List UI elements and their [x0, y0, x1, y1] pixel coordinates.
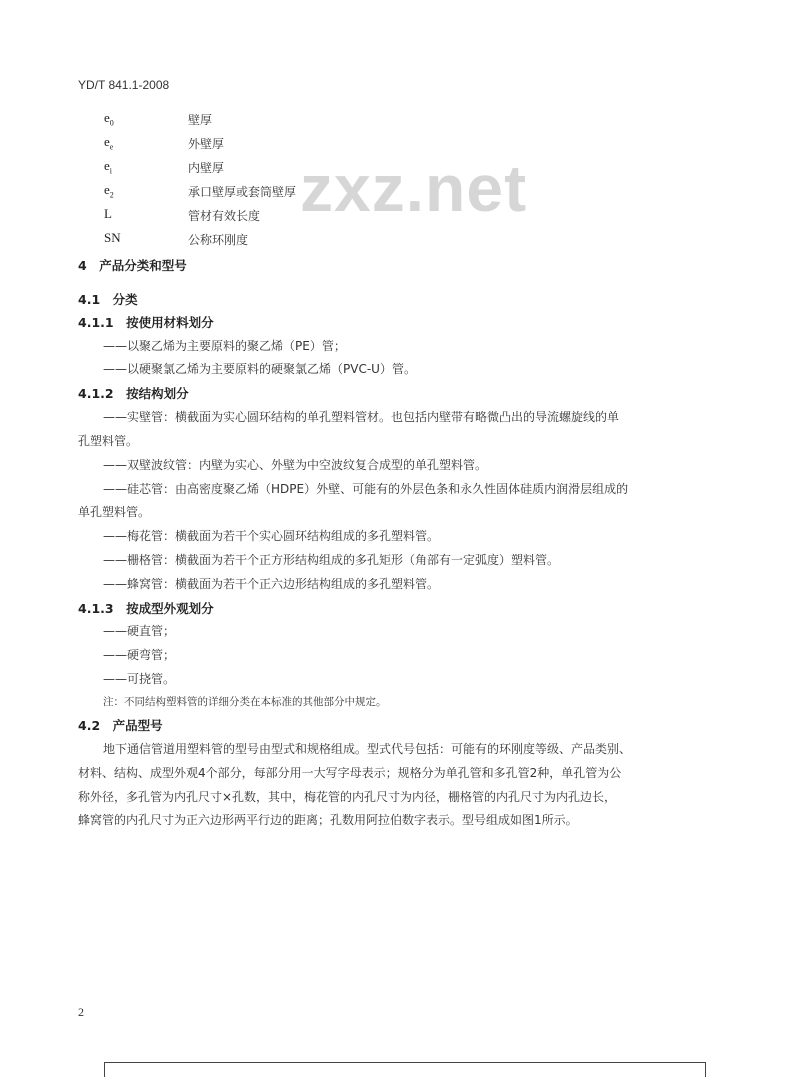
symbol-list [104, 107, 296, 251]
list-item: ——蜂窝管：横截面为若干个正六边形结构组成的多孔塑料管。 [103, 577, 440, 591]
paragraph-line: 蜂窝管的内孔尺寸为正六边形两平行边的距离；孔数用阿拉伯数字表示。型号组成如图1所示。 [78, 813, 578, 827]
watermark: zxz.net [300, 151, 528, 225]
section-heading-4-1-2: 4.1.2 按结构划分 [78, 386, 189, 401]
paragraph-line: 称外径，多孔管为内孔尺寸×孔数，其中，梅花管的内孔尺寸为内径，栅格管的内孔尺寸为内孔边长， [78, 790, 617, 804]
section-heading-4-1-1: 4.1.1 按使用材料划分 [78, 315, 214, 330]
symbol: $e_2$ [104, 182, 114, 200]
list-item-continuation: 单孔塑料管。 [78, 505, 151, 519]
bottom-frame-edge [104, 1062, 706, 1077]
list-item: ——栅格管：横截面为若干个正方形结构组成的多孔矩形（角部有一定弧度）塑料管。 [103, 553, 560, 567]
list-item: ——硅芯管：由高密度聚乙烯（HDPE）外壁、可能有的外层色条和永久性固体硅质内润滑层组成的 [103, 482, 629, 496]
symbol-row [104, 131, 296, 155]
list-item: ——双壁波纹管：内壁为实心、外壁为中空波纹复合成型的单孔塑料管。 [103, 458, 488, 472]
symbol-row [104, 179, 296, 203]
symbol-definition: 管材有效长度 [188, 208, 261, 223]
symbol-definition: 壁厚 [188, 112, 213, 127]
section-heading-4-1: 4.1 分类 [78, 292, 138, 307]
page-number: 2 [78, 1005, 84, 1019]
symbol: $e_e$ [104, 134, 114, 152]
symbol: $e_0$ [104, 110, 114, 128]
list-item: ——硬弯管； [103, 648, 176, 662]
standard-code-header: YD/T 841.1-2008 [78, 78, 170, 92]
list-item: ——硬直管； [103, 624, 176, 638]
symbol-row [104, 203, 296, 227]
list-item: ——以硬聚氯乙烯为主要原料的硬聚氯乙烯（PVC-U）管。 [103, 362, 416, 376]
symbol-row [104, 107, 296, 131]
section-heading-4-2: 4.2 产品型号 [78, 718, 163, 733]
symbol: L [104, 206, 112, 222]
list-item: ——梅花管：横截面为若干个实心圆环结构组成的多孔塑料管。 [103, 529, 440, 543]
symbol-definition: 公称环刚度 [188, 232, 249, 247]
symbol-definition: 内壁厚 [188, 160, 225, 175]
symbol-definition: 外壁厚 [188, 136, 225, 151]
section-heading-4: 4 产品分类和型号 [78, 258, 187, 273]
section-heading-4-1-3: 4.1.3 按成型外观划分 [78, 601, 214, 616]
symbol-definition: 承口壁厚或套筒壁厚 [188, 184, 297, 199]
symbol: SN [104, 230, 121, 246]
symbol-row [104, 155, 296, 179]
list-item: ——可挠管。 [103, 672, 176, 686]
symbol-row [104, 227, 296, 251]
symbol: $e_i$ [104, 158, 113, 176]
note: 注：不同结构塑料管的详细分类在本标准的其他部分中规定。 [103, 696, 387, 708]
paragraph-line: 地下通信管道用塑料管的型号由型式和规格组成。型式代号包括：可能有的环刚度等级、产品类别、 [103, 742, 632, 756]
list-item: ——实壁管：横截面为实心圆环结构的单孔塑料管材。也包括内壁带有略微凸出的导流螺旋线的单 [103, 410, 620, 424]
list-item: ——以聚乙烯为主要原料的聚乙烯（PE）管； [103, 339, 346, 353]
list-item-continuation: 孔塑料管。 [78, 434, 139, 448]
paragraph-line: 材料、结构、成型外观4个部分，每部分用一大写字母表示；规格分为单孔管和多孔管2种，单孔管为公 [78, 766, 622, 780]
